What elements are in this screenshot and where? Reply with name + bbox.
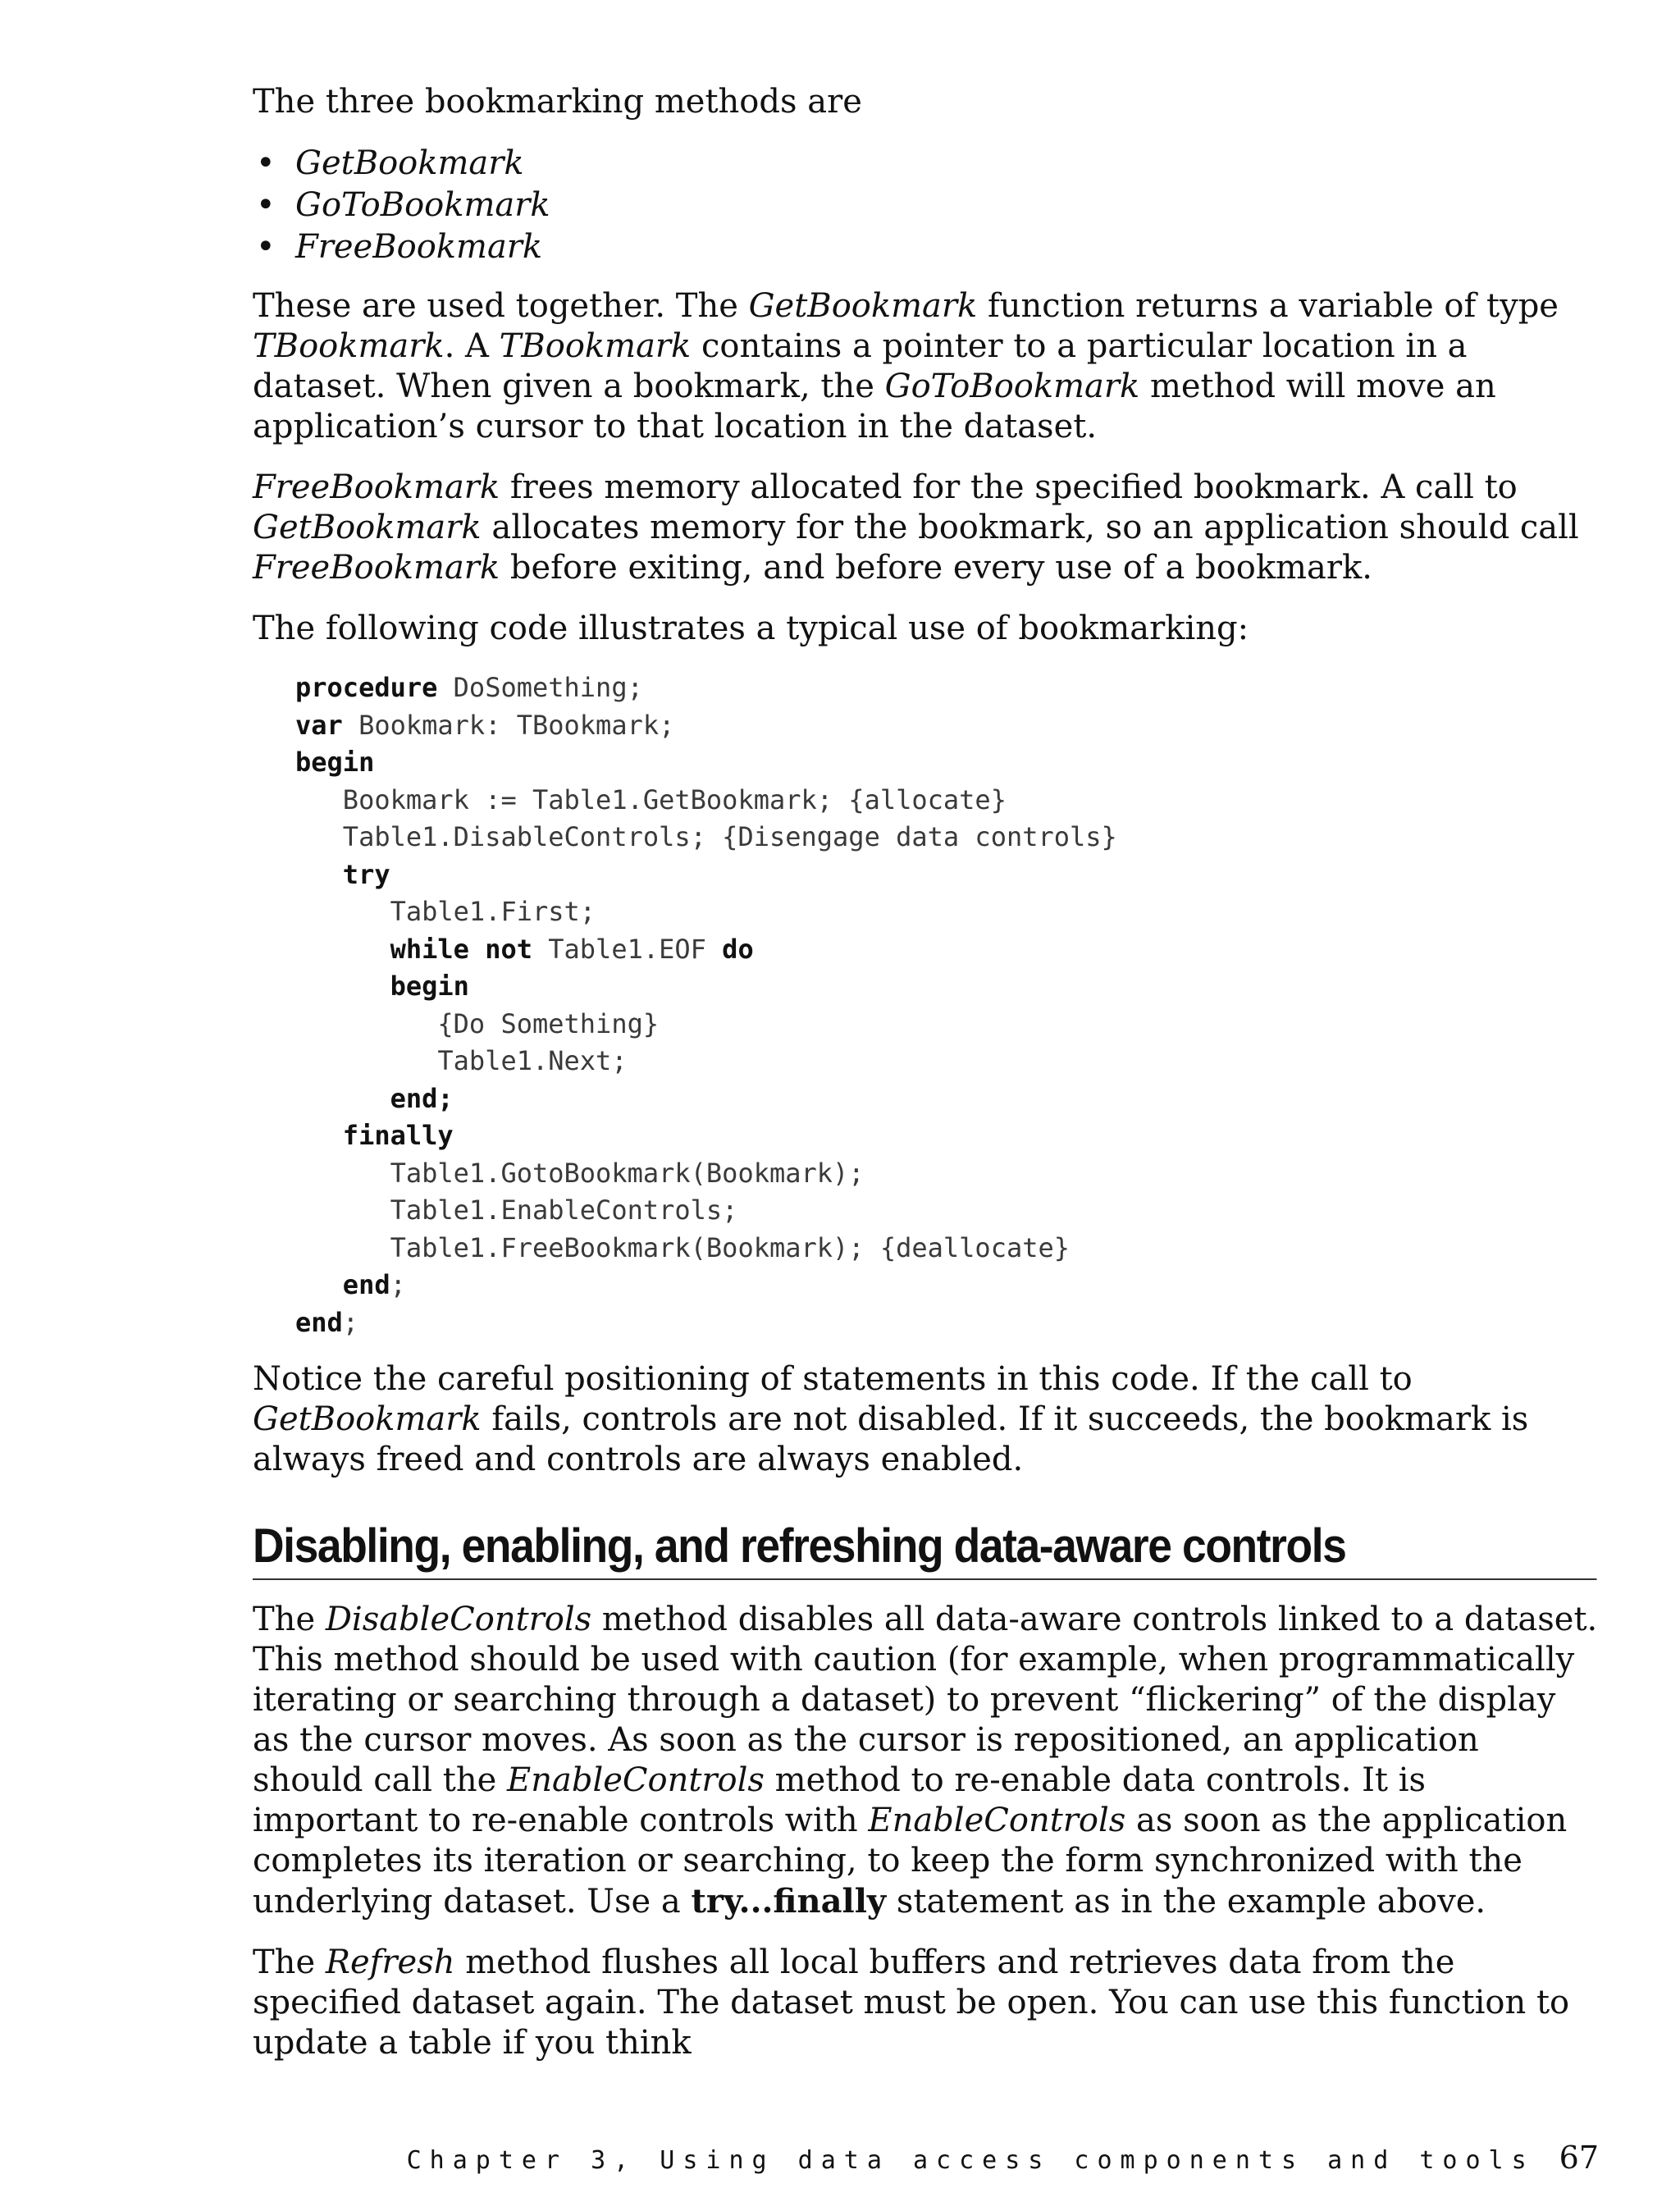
code-line: Table1.GotoBookmark(Bookmark); <box>295 1157 865 1189</box>
code-keyword: while not <box>390 933 532 965</box>
paragraph-used-together <box>253 286 1598 447</box>
code-line: Table1.Next; <box>295 1045 628 1076</box>
paragraph-freebookmark <box>253 468 1598 588</box>
code-line: Table1.DisableControls; {Disengage data controls} <box>295 821 1117 852</box>
code-line: Table1.First; <box>295 896 596 927</box>
method-name: FreeBookmark <box>253 549 500 587</box>
text: as soon as the application completes its iteration or searching, to keep the form synchronized with the underlying dataset. Use a <box>253 1802 1568 1921</box>
code-keyword: end <box>295 1306 343 1338</box>
text: method flushes all local buffers and retrieves data from the specified dataset again. The dataset must be open. You can use this function to update a table if you think <box>253 1944 1570 2062</box>
code-keyword: procedure <box>295 672 438 703</box>
chapter-title: Chapter 3, Using data access components and tools <box>406 2146 1535 2175</box>
text: fails, controls are not disabled. If it succeeds, the bookmark is always freed and controls are always enabled. <box>253 1400 1529 1478</box>
page-footer <box>407 2140 1599 2176</box>
text: method will move an application’s cursor to that location in the dataset. <box>253 368 1496 445</box>
code-line: Table1.FreeBookmark(Bookmark); {deallocate} <box>295 1231 1071 1263</box>
method-name: FreeBookmark <box>253 468 500 506</box>
text: These are used together. The <box>253 287 749 325</box>
statement-keyword: try...finally <box>691 1882 887 1921</box>
code-keyword: begin <box>390 971 469 1002</box>
text: Notice the careful positioning of statements in this code. If the call to <box>253 1360 1413 1398</box>
code-keyword: end; <box>390 1082 454 1114</box>
code-keyword: finally <box>342 1120 454 1151</box>
text: The <box>253 1944 326 1981</box>
text: method disables all data-aware controls linked to a dataset. This method should be used with caution (for example, when programmatically iterating or searching through a dataset) to prevent “flickering” of the display as the cursor moves. As soon as the cursor is repositioned, an application should call the <box>253 1601 1598 1799</box>
page-content <box>253 82 1598 2084</box>
method-name: EnableControls <box>868 1802 1126 1839</box>
list-item: • FreeBookmark <box>253 226 1598 268</box>
text: contains a pointer to a particular location in a dataset. When given a bookmark, the <box>253 327 1468 405</box>
type-name: TBookmark <box>253 327 445 365</box>
code-keyword: do <box>722 933 754 965</box>
section-heading: Disabling, enabling, and refreshing data-aware controls <box>253 1516 1597 1580</box>
code-text: DoSomething; <box>437 672 643 703</box>
method-name: GoToBookmark <box>884 368 1140 405</box>
method-name: EnableControls <box>507 1761 765 1799</box>
list-item: • GetBookmark <box>253 143 1598 185</box>
paragraph-disablecontrols <box>253 1600 1598 1922</box>
text: . A <box>444 327 500 365</box>
code-keyword: var <box>295 709 343 741</box>
intro-paragraph: The three bookmarking methods are <box>253 83 862 121</box>
method-name: GetBookmark <box>748 287 978 325</box>
code-keyword: end <box>342 1269 390 1300</box>
code-keyword: try <box>342 858 390 890</box>
code-text: Bookmark: TBookmark; <box>342 709 675 741</box>
paragraph-positioning-notice <box>253 1359 1598 1480</box>
text: method to re-enable data controls. It is important to re-enable controls with <box>253 1761 1427 1839</box>
code-text: ; <box>342 1306 359 1338</box>
text: frees memory allocated for the specified bookmark. A call to <box>500 468 1518 506</box>
code-line: Table1.EnableControls; <box>295 1194 738 1226</box>
method-name: GetBookmark <box>253 509 482 546</box>
paragraph-refresh <box>253 1943 1598 2063</box>
type-name: TBookmark <box>499 327 692 365</box>
code-keyword: begin <box>295 747 375 778</box>
method-name: DisableControls <box>325 1601 592 1638</box>
code-line: Bookmark := Table1.GetBookmark; {allocate} <box>295 783 1007 815</box>
text: statement as in the example above. <box>886 1883 1486 1921</box>
code-text: Table1.EOF <box>532 933 723 965</box>
list-item: • GoToBookmark <box>253 185 1598 226</box>
code-block <box>295 669 1598 1341</box>
method-name: GetBookmark <box>253 1400 482 1438</box>
bookmark-methods-list <box>253 143 1598 268</box>
paragraph-code-intro: The following code illustrates a typical use of bookmarking: <box>253 610 1249 647</box>
code-line: {Do Something} <box>295 1007 660 1039</box>
text: The <box>253 1601 326 1638</box>
text: before exiting, and before every use of a bookmark. <box>500 549 1372 587</box>
method-name: Refresh <box>325 1944 455 1981</box>
code-text: ; <box>390 1269 406 1300</box>
page-number: 67 <box>1559 2140 1599 2176</box>
text: function returns a variable of type <box>977 287 1559 325</box>
text: allocates memory for the bookmark, so an application should call <box>481 509 1579 546</box>
